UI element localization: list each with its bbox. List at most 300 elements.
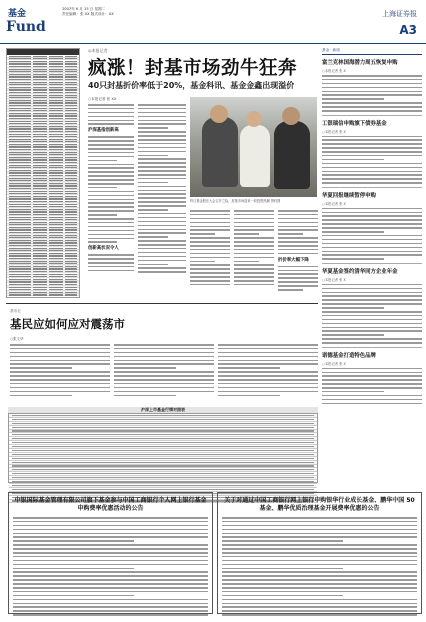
body-text-line	[10, 367, 72, 369]
body-text-line	[138, 267, 186, 269]
lead-subsection-2: 创新高状况令人	[88, 246, 119, 252]
body-text-line	[190, 241, 230, 243]
body-text-line	[138, 190, 186, 192]
body-text-line	[222, 521, 417, 523]
body-text-line	[222, 552, 417, 554]
body-text-line	[278, 237, 318, 239]
sidebar-label: 基金 · 新闻	[322, 48, 422, 55]
table-row	[9, 415, 317, 418]
body-text-line	[88, 191, 134, 193]
body-text-line	[322, 334, 384, 336]
body-text-line	[114, 367, 176, 369]
body-text-line	[278, 233, 303, 235]
body-text-line	[322, 136, 422, 138]
body-text-line	[13, 544, 208, 546]
body-text-line	[138, 155, 168, 157]
body-text-line	[13, 521, 208, 523]
section2-byline: ○张文华	[10, 337, 24, 341]
body-text-line	[322, 178, 422, 180]
body-text-line	[218, 344, 318, 346]
body-text-line	[88, 156, 134, 158]
body-text-line	[278, 285, 318, 287]
sidebar-title-5: 诺德基金打造特色品牌	[322, 352, 376, 359]
body-text-line	[138, 252, 186, 254]
body-text-line	[138, 112, 186, 114]
body-text-line	[278, 249, 318, 251]
body-text-line	[138, 131, 186, 133]
body-text-line	[88, 230, 134, 232]
body-text-line	[138, 178, 186, 180]
body-text-line	[278, 270, 318, 272]
body-text-line	[278, 266, 318, 268]
body-text-line	[13, 533, 208, 535]
body-text-line	[234, 276, 274, 278]
table-row	[9, 427, 317, 430]
body-text-line	[10, 344, 110, 346]
body-text-line	[138, 197, 186, 199]
table-row	[9, 442, 317, 445]
body-text-line	[88, 171, 134, 173]
body-text-line	[322, 399, 422, 401]
body-text-line	[10, 395, 72, 397]
section2-column-2	[114, 344, 214, 398]
body-text-line	[190, 226, 230, 228]
body-text-line	[234, 261, 259, 263]
body-text-line	[190, 222, 230, 224]
body-text-line	[322, 110, 422, 112]
body-text-line	[13, 583, 208, 585]
body-text-line	[222, 595, 343, 597]
body-text-line	[234, 241, 274, 243]
body-text-line	[88, 136, 134, 138]
announcement-right	[217, 492, 422, 614]
masthead-meta	[62, 7, 322, 17]
body-text-line	[218, 356, 318, 358]
table-row	[9, 481, 317, 484]
body-text-line	[322, 219, 422, 221]
body-text-line	[222, 544, 417, 546]
body-text-line	[322, 251, 422, 253]
table-row	[9, 446, 317, 449]
body-text-line	[190, 257, 230, 259]
body-text-line	[190, 280, 230, 282]
lead-column-4	[234, 210, 274, 288]
fund-nav-table	[6, 48, 80, 298]
body-text-line	[88, 214, 117, 216]
body-text-line	[138, 248, 186, 250]
body-text-line	[322, 87, 422, 89]
table-row	[9, 434, 317, 437]
body-text-line	[114, 375, 214, 377]
body-text-line	[13, 591, 208, 593]
body-text-line	[322, 387, 422, 389]
body-text-line	[88, 175, 134, 177]
body-text-line	[88, 108, 134, 110]
body-text-line	[222, 533, 417, 535]
body-text-line	[138, 147, 186, 149]
body-text-line	[322, 330, 422, 332]
section-name-cn: 基金	[8, 9, 27, 19]
body-text-line	[190, 268, 230, 270]
sidebar-title-4: 华夏基金签约清华同方企业年金	[322, 268, 398, 275]
body-text-line	[322, 143, 422, 145]
body-text-line	[322, 212, 422, 214]
body-text-line	[218, 371, 318, 373]
body-text-line	[222, 571, 417, 573]
body-text-line	[13, 568, 134, 570]
body-text-line	[218, 391, 318, 393]
body-text-line	[322, 231, 384, 233]
lead-column-3	[190, 210, 230, 288]
body-text-line	[88, 164, 134, 166]
body-text-line	[222, 603, 417, 605]
body-text-line	[234, 226, 274, 228]
body-text-line	[190, 245, 230, 247]
body-text-line	[218, 348, 318, 350]
body-text-line	[322, 368, 422, 370]
body-text-line	[218, 379, 318, 381]
body-text-line	[222, 525, 417, 527]
body-text-line	[322, 315, 422, 317]
body-text-line	[278, 289, 303, 291]
body-text-line	[13, 560, 208, 562]
body-text-line	[13, 603, 208, 605]
body-text-line	[322, 208, 422, 210]
body-text-line	[222, 575, 417, 577]
body-text-line	[88, 144, 134, 146]
body-text-line	[88, 116, 134, 118]
body-text-line	[114, 348, 214, 350]
editor-credits: 责任编辑：张 XX 版式设计：XX	[62, 12, 114, 16]
body-text-line	[218, 367, 280, 369]
body-text-line	[10, 387, 110, 389]
body-text-line	[10, 391, 110, 393]
sidebar-author-5: ○本报记者 张 X	[322, 361, 346, 366]
body-text-line	[138, 229, 186, 231]
body-text-line	[190, 233, 215, 235]
body-text-line	[322, 215, 422, 217]
body-text-line	[222, 540, 343, 542]
body-text-line	[222, 591, 417, 593]
body-text-line	[88, 270, 134, 272]
body-text-line	[234, 264, 274, 266]
body-text-line	[88, 167, 134, 169]
body-text-line	[114, 387, 214, 389]
body-text-line	[190, 229, 230, 231]
body-text-line	[138, 260, 186, 262]
body-text-line	[322, 247, 422, 249]
body-text-line	[88, 199, 134, 201]
page-number: A3	[399, 23, 417, 37]
body-text-line	[13, 610, 208, 612]
body-text-line	[88, 112, 134, 114]
body-text-line	[88, 187, 117, 189]
body-text-line	[138, 244, 186, 246]
lead-subsection-1: 沪深基指创新高	[88, 128, 119, 134]
body-text-line	[322, 383, 422, 385]
body-text-line	[13, 595, 134, 597]
news-photo	[190, 97, 317, 197]
body-text-line	[322, 139, 422, 141]
body-text-line	[13, 614, 208, 616]
body-text-line	[218, 360, 318, 362]
body-text-line	[234, 210, 274, 212]
body-text-line	[190, 214, 230, 216]
body-text-line	[138, 236, 168, 238]
body-text-line	[222, 568, 343, 570]
body-text-line	[322, 372, 422, 374]
body-text-line	[138, 166, 186, 168]
body-text-line	[222, 599, 417, 601]
table-row	[9, 438, 317, 441]
body-text-line	[114, 360, 214, 362]
body-text-line	[190, 284, 230, 286]
body-text-line	[278, 273, 318, 275]
body-text-line	[218, 375, 318, 377]
table-row	[9, 462, 317, 465]
body-text-line	[322, 239, 422, 241]
body-text-line	[322, 94, 422, 96]
body-text-line	[234, 245, 274, 247]
section2-column-1	[10, 344, 110, 398]
body-text-line	[222, 583, 417, 585]
body-text-line	[234, 229, 274, 231]
body-text-line	[88, 218, 134, 220]
body-text-line	[10, 360, 110, 362]
body-text-line	[322, 391, 384, 393]
body-text-line	[234, 253, 274, 255]
body-text-line	[10, 356, 110, 358]
body-text-line	[138, 162, 186, 164]
body-text-line	[190, 261, 215, 263]
body-text-line	[138, 135, 186, 137]
body-text-line	[88, 254, 134, 256]
body-text-line	[138, 174, 186, 176]
body-text-line	[114, 379, 214, 381]
body-text-line	[10, 348, 110, 350]
body-text-line	[114, 395, 176, 397]
body-text-line	[13, 564, 208, 566]
body-text-line	[278, 218, 318, 220]
body-text-line	[13, 579, 208, 581]
body-text-line	[234, 222, 274, 224]
body-text-line	[322, 227, 422, 229]
body-text-line	[322, 319, 422, 321]
body-text-line	[88, 262, 134, 264]
body-text-line	[88, 120, 134, 122]
body-text-line	[190, 272, 230, 274]
table-row	[9, 465, 317, 468]
body-text-line	[190, 276, 230, 278]
body-text-line	[322, 75, 422, 77]
lead-column-2	[138, 104, 186, 275]
body-text-line	[88, 148, 134, 150]
sidebar-author-1: ○本报记者 张 X	[322, 69, 346, 73]
body-text-line	[114, 352, 214, 354]
body-text-line	[322, 292, 422, 294]
body-text-line	[138, 225, 186, 227]
body-text-line	[88, 226, 134, 228]
body-text-line	[13, 536, 208, 538]
body-text-line	[322, 342, 422, 344]
lead-subsection-3: 折价率大幅下降	[278, 257, 309, 263]
body-text-line	[222, 579, 417, 581]
body-text-line	[114, 371, 214, 373]
newspaper-name: 上海证券报	[382, 10, 417, 18]
body-text-line	[322, 303, 422, 305]
body-text-line	[322, 243, 422, 245]
body-text-line	[234, 218, 274, 220]
body-text-line	[322, 307, 384, 309]
body-text-line	[13, 529, 208, 531]
body-text-line	[88, 222, 134, 224]
body-text-line	[322, 163, 422, 165]
body-text-line	[218, 387, 318, 389]
body-text-line	[138, 256, 186, 258]
lead-kicker: ◎本报记者	[88, 48, 108, 53]
body-text-line	[222, 614, 417, 616]
body-text-line	[138, 232, 186, 234]
body-text-line	[218, 383, 318, 385]
body-text-line	[278, 226, 318, 228]
body-text-line	[322, 403, 422, 405]
body-text-line	[322, 323, 422, 325]
body-text-line	[88, 123, 134, 125]
body-text-line	[234, 249, 274, 251]
body-text-line	[88, 266, 134, 268]
body-text-line	[13, 552, 208, 554]
body-text-line	[138, 108, 186, 110]
body-text-line	[88, 183, 134, 185]
body-text-line	[234, 280, 274, 282]
lead-headline: 疯涨！封基市场劲牛狂奔	[88, 58, 298, 79]
body-text-line	[10, 379, 110, 381]
section2-headline: 基民应如何应对震荡市	[10, 317, 125, 331]
body-text-line	[222, 587, 417, 589]
body-text-line	[114, 363, 214, 365]
body-text-line	[234, 233, 259, 235]
body-text-line	[222, 560, 417, 562]
body-text-line	[218, 395, 280, 397]
body-text-line	[138, 217, 186, 219]
body-text-line	[322, 155, 422, 157]
lead-byline: ○本报记者 张 XX	[88, 97, 117, 101]
body-text-line	[322, 98, 384, 100]
body-text-line	[234, 272, 274, 274]
body-text-line	[138, 123, 186, 125]
section2-column-3	[218, 344, 318, 398]
body-text-line	[222, 536, 417, 538]
body-text-line	[222, 529, 417, 531]
body-text-line	[13, 540, 134, 542]
body-text-line	[88, 202, 134, 204]
body-text-line	[88, 210, 134, 212]
photo-caption: 昨日基金股东大会召开之际，封基市场迎来一轮投资热潮 资料图	[190, 199, 281, 203]
announcement-right-title: 关于对通过中国工商银行网上银行申购银华行业成长基金、鹏华中国 50 基金、鹏华优质治理基金开展费率优惠的公告	[224, 497, 415, 512]
lead-subhead: 40只封基折价率低于20%，基金科讯、基金金鑫出现溢价	[88, 81, 295, 90]
body-text-line	[13, 548, 208, 550]
body-text-line	[114, 383, 214, 385]
table-row	[7, 294, 79, 297]
table-row	[9, 423, 317, 426]
body-text-line	[322, 258, 384, 260]
sidebar-author-3: ○本报记者 张 X	[322, 201, 346, 206]
body-text-line	[322, 106, 422, 108]
body-text-line	[88, 179, 134, 181]
body-text-line	[88, 195, 134, 197]
body-text-line	[278, 241, 318, 243]
body-text-line	[322, 235, 422, 237]
body-text-line	[322, 295, 422, 297]
body-text-line	[278, 214, 318, 216]
body-text-line	[138, 170, 186, 172]
body-text-line	[88, 241, 117, 243]
body-text-line	[190, 218, 230, 220]
news-sidebar	[322, 48, 422, 407]
body-text-line	[138, 221, 186, 223]
body-text-line	[278, 277, 318, 279]
body-text-line	[138, 205, 186, 207]
body-text-line	[190, 237, 230, 239]
body-text-line	[322, 147, 422, 149]
body-text-line	[234, 284, 274, 286]
body-text-line	[10, 371, 110, 373]
body-text-line	[138, 104, 186, 106]
body-text-line	[138, 264, 168, 266]
body-text-line	[322, 83, 422, 85]
body-text-line	[322, 379, 422, 381]
table-row	[9, 450, 317, 453]
issue-date: 2007年 6 月 15 日 星期二	[62, 7, 106, 11]
section-divider	[6, 303, 318, 304]
body-text-line	[322, 223, 422, 225]
body-text-line	[138, 271, 186, 273]
body-text-line	[88, 234, 134, 236]
body-text-line	[322, 254, 422, 256]
body-text-line	[138, 151, 186, 153]
body-text-line	[322, 395, 422, 397]
body-text-line	[234, 268, 274, 270]
body-text-line	[10, 352, 110, 354]
body-text-line	[138, 143, 186, 145]
body-text-line	[278, 253, 318, 255]
body-text-line	[13, 556, 208, 558]
body-text-line	[138, 158, 186, 160]
body-text-line	[222, 610, 417, 612]
body-text-line	[138, 116, 186, 118]
body-text-line	[138, 240, 186, 242]
body-text-line	[114, 344, 214, 346]
table-row	[9, 458, 317, 461]
body-text-line	[222, 606, 417, 608]
body-text-line	[138, 209, 168, 211]
body-text-line	[88, 206, 134, 208]
body-text-line	[88, 258, 134, 260]
body-text-line	[138, 127, 168, 129]
body-text-line	[322, 327, 422, 329]
body-text-line	[13, 606, 208, 608]
table-row	[9, 485, 317, 488]
body-text-line	[190, 249, 230, 251]
body-text-line	[222, 556, 417, 558]
lead-column-5	[278, 210, 318, 293]
body-text-line	[13, 587, 208, 589]
table-row	[9, 469, 317, 472]
body-text-line	[190, 210, 230, 212]
sidebar-title-3: 华夏回报继续暂停申购	[322, 192, 376, 199]
body-text-line	[322, 288, 422, 290]
body-text-line	[190, 253, 230, 255]
